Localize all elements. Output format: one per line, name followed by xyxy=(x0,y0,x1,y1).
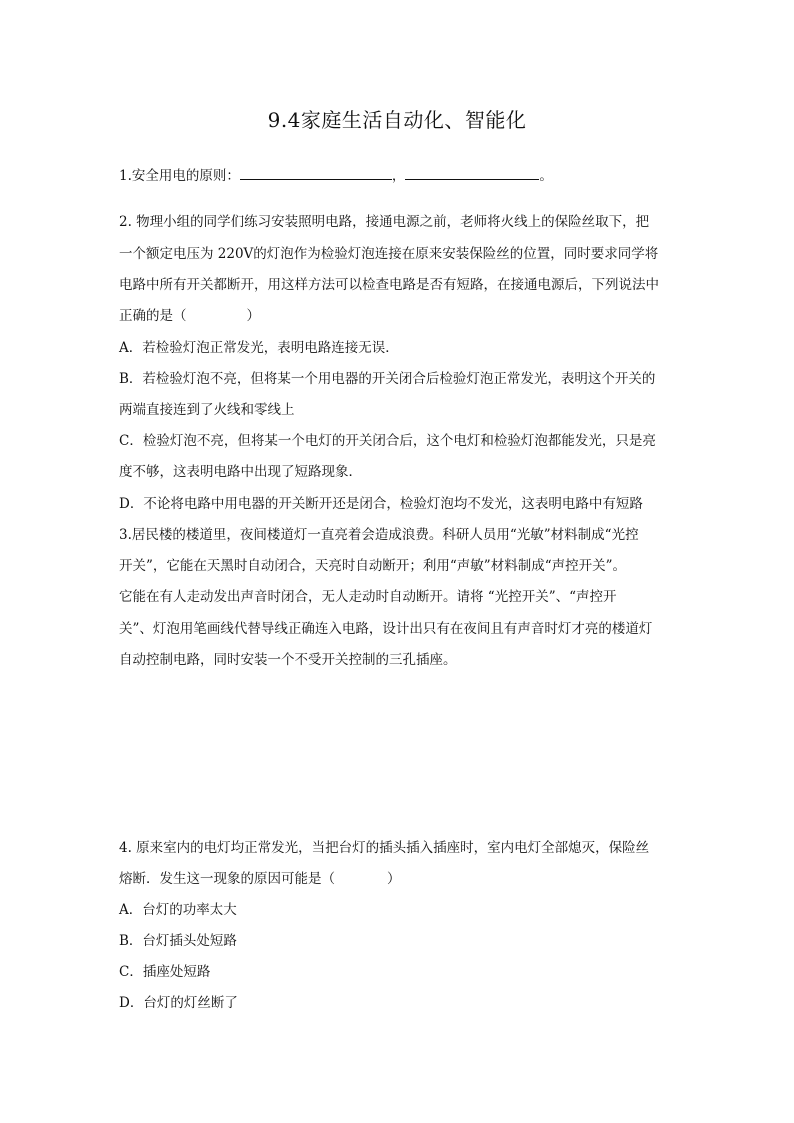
q4-option-d: D．台灯的灯丝断了 xyxy=(119,995,238,1011)
q4-option-c: C．插座处短路 xyxy=(119,964,211,980)
q2-line-2: 一个额定电压为 220V的灯泡作为检验灯泡连接在原来安装保险丝的位置，同时要求同学将 xyxy=(119,246,659,262)
q2-option-b: B．若检验灯泡不亮，但将某一个用电器的开关闭合后检验灯泡正常发光，表明这个开关的 xyxy=(119,371,656,387)
q1-blank-1[interactable] xyxy=(240,165,392,180)
q2-option-c: C．检验灯泡不亮，但将某一个电灯的开关闭合后，这个电灯和检验灯泡都能发光，只是亮 xyxy=(119,433,656,449)
q4-line-1: 4. 原来室内的电灯均正常发光，当把台灯的插头插入插座时，室内电灯全部熄灭，保险丝 xyxy=(119,840,650,856)
q3-line-3: 它能在有人走动发出声音时闭合，无人走动时自动断开。请将 “光控开关”、“声控开 xyxy=(119,589,617,605)
q2-option-a: A．若检验灯泡正常发光，表明电路连接无误． xyxy=(119,340,399,356)
q3-line-2: 开关”，它能在天黑时自动闭合，天亮时自动断开；利用“声敏”材料制成“声控开关”。 xyxy=(119,558,627,574)
q2-option-d: D．不论将电路中用电器的开关断开还是闭合，检验灯泡均不发光，这表明电路中有短路 xyxy=(119,496,643,512)
q4-option-b: B．台灯插头处短路 xyxy=(119,933,237,949)
q1-end: 。 xyxy=(539,168,553,184)
question-1 xyxy=(119,165,553,185)
page-title: 9.4家庭生活自动化、智能化 xyxy=(267,108,527,132)
q4-paren-close: ） xyxy=(387,871,401,887)
q4-option-a: A．台灯的功率太大 xyxy=(119,902,237,918)
q1-blank-2[interactable] xyxy=(405,165,539,180)
q3-line-4: 关”、灯泡用笔画线代替导线正确连入电路，设计出只有在夜间且有声音时灯才亮的楼道灯 xyxy=(119,621,653,637)
q2-line-3: 电路中所有开关都断开，用这样方法可以检查电路是否有短路，在接通电源后，下列说法中 xyxy=(119,277,659,293)
q2-paren-close: ） xyxy=(246,308,260,324)
q2-line-1: 2. 物理小组的同学们练习安装照明电路，接通电源之前，老师将火线上的保险丝取下，把 xyxy=(119,214,650,230)
q4-stem-end: 熔断．发生这一现象的原因可能是（ xyxy=(119,871,335,887)
q1-separator: ， xyxy=(391,168,406,184)
q3-line-1: 3.居民楼的楼道里，夜间楼道灯一直亮着会造成浪费。科研人员用“光敏”材料制成“光控 xyxy=(119,527,639,543)
q3-line-5: 自动控制电路，同时安装一个不受开关控制的三孔插座。 xyxy=(119,652,457,668)
q2-stem-end: 正确的是（ xyxy=(119,308,187,324)
q1-prefix: 1.安全用电的原则： xyxy=(119,168,240,184)
q2-option-c-cont: 度不够，这表明电路中出现了短路现象． xyxy=(119,464,362,480)
q4-line-2 xyxy=(119,870,401,888)
q2-line-4 xyxy=(119,307,260,325)
q2-option-b-cont: 两端直接连到了火线和零线上 xyxy=(119,402,295,418)
